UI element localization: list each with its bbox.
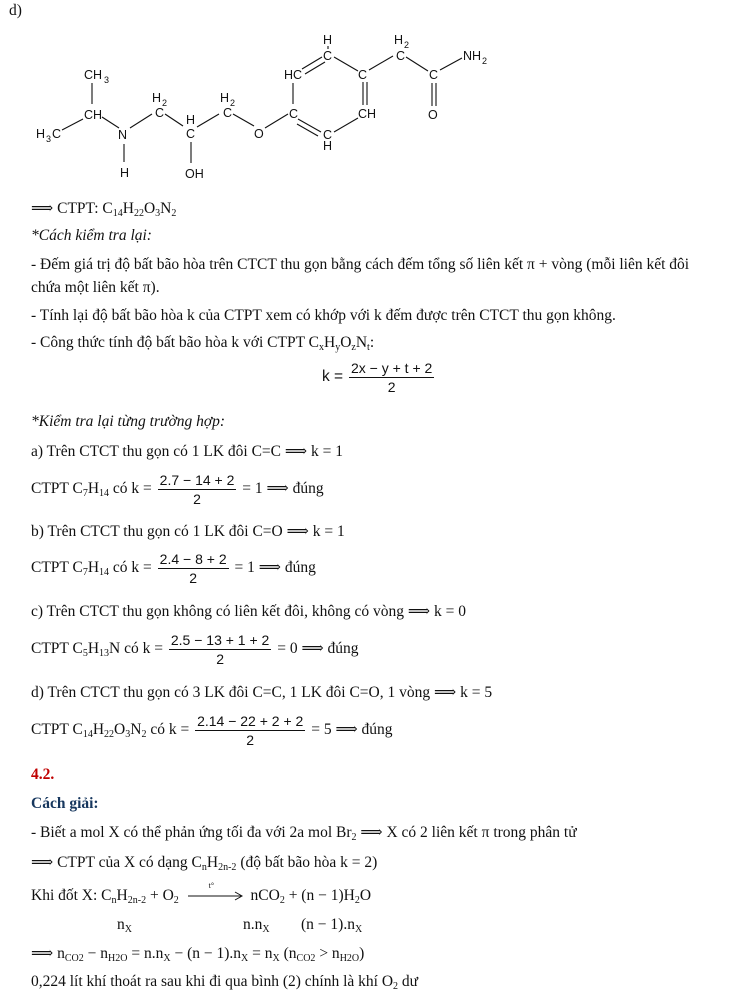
text: H xyxy=(116,887,128,904)
mol-nh2-sub: 2 xyxy=(482,56,488,66)
mol-ch3-top: CH xyxy=(84,68,103,82)
sub: 2 xyxy=(351,832,357,843)
mol-h3c-sub: 3 xyxy=(46,134,52,144)
text: (độ bất bão hòa k = 2) xyxy=(236,854,378,871)
mol-h-under-n: H xyxy=(120,166,130,180)
text: O xyxy=(114,721,126,739)
sub: 13 xyxy=(99,648,110,660)
bullet-3 xyxy=(31,334,374,353)
case-a-ctpt xyxy=(31,472,324,507)
bond-amide-n xyxy=(440,58,462,70)
sub: CO2 xyxy=(296,953,316,964)
mol-ch2-3-c: C xyxy=(396,49,406,63)
sub: n xyxy=(201,862,207,873)
text: = n xyxy=(248,945,273,962)
mol-ring-ch: CH xyxy=(358,107,377,121)
text: O xyxy=(340,334,352,351)
bond-h3c-ch xyxy=(62,119,83,130)
mol-nh2: NH xyxy=(463,49,482,63)
arrow-icon xyxy=(187,889,243,903)
text: CTPT C xyxy=(31,559,83,577)
mol-oh: OH xyxy=(185,167,204,181)
reaction-arrow xyxy=(187,881,243,903)
result: = 1 ⟹ đúng xyxy=(242,480,324,498)
text: Khi đốt X: C xyxy=(31,887,112,904)
text: N xyxy=(130,721,142,739)
atom: H xyxy=(122,200,134,217)
text: = n.n xyxy=(127,945,164,962)
text: CTPT C xyxy=(31,480,83,498)
sub: 2 xyxy=(173,895,179,906)
text: H xyxy=(206,854,219,871)
text: O xyxy=(359,887,372,904)
mol-h3c-h: H xyxy=(36,127,46,141)
mole-h2o xyxy=(301,916,362,935)
bond-choh-ch2 xyxy=(197,114,219,127)
mol-ring-top-c: C xyxy=(323,49,333,63)
text: (n xyxy=(279,945,297,962)
mol-amide-c: C xyxy=(429,68,439,82)
sub: 2 xyxy=(279,895,285,906)
mol-ring-c-para: C xyxy=(358,68,368,82)
mole-co2 xyxy=(243,916,270,935)
text: + (n − 1)H xyxy=(284,887,355,904)
cach-kiem-tra-heading: *Cách kiểm tra lại: xyxy=(31,227,152,244)
sub: 3 xyxy=(155,208,161,219)
mol-ring-hc: HC xyxy=(284,68,303,82)
case-d-line: d) Trên CTCT thu gọn có 3 LK đôi C=C, 1 LK đôi C=O, 1 vòng ⟹ k = 5 xyxy=(31,684,493,701)
bond-ch2-choh xyxy=(165,114,183,126)
denominator: 2 xyxy=(387,379,396,395)
ctpt-prefix: CTPT: C xyxy=(57,200,113,217)
giai-line-5 xyxy=(31,944,364,964)
text: có k = xyxy=(109,559,152,577)
kiem-tra-tung-heading: *Kiểm tra lại từng trường hợp: xyxy=(31,413,226,430)
text: H xyxy=(92,721,105,739)
sub: 7 xyxy=(82,488,88,500)
bond-ring-ipso-bot xyxy=(298,119,321,132)
sub: H2O xyxy=(339,953,360,964)
formula-fraction xyxy=(349,360,434,395)
mol-n: N xyxy=(118,128,128,142)
bond-ring-ch2 xyxy=(369,56,393,70)
mol-ring-c-ipso: C xyxy=(289,107,299,121)
mol-ch2-3-sub: 2 xyxy=(404,40,410,50)
case-b-ctpt xyxy=(31,551,316,586)
bullet-2: - Tính lại độ bất bão hòa k của CTPT xem có khớp với k đếm được trên CTCT thu gọn không. xyxy=(31,307,616,324)
sub: 22 xyxy=(104,729,115,741)
mol-o-ether: O xyxy=(254,127,264,141)
numerator: 2.14 − 22 + 2 + 2 xyxy=(197,713,304,729)
numerator: 2x − y + t + 2 xyxy=(350,360,433,376)
sub: 2n-2 xyxy=(127,895,147,906)
bond-ch-n xyxy=(102,117,119,128)
formula-lhs: k = xyxy=(322,368,344,386)
sub: 3 xyxy=(125,729,131,741)
text: − n xyxy=(83,945,109,962)
sub: x xyxy=(318,342,324,353)
text: + O xyxy=(146,887,174,904)
sub: X xyxy=(272,953,280,964)
atom: N xyxy=(160,200,172,217)
sub: 2 xyxy=(354,895,360,906)
mol-ch: CH xyxy=(84,108,103,122)
text: − (n − 1).n xyxy=(170,945,242,962)
arrow-label: t° xyxy=(208,881,215,891)
part-d-label: d) xyxy=(9,2,22,19)
text: ⟹ CTPT của X có dạng C xyxy=(31,854,202,871)
sub: 7 xyxy=(82,567,88,579)
result: = 5 ⟹ đúng xyxy=(311,721,393,739)
sub: X xyxy=(354,924,363,935)
bond-ch2-o xyxy=(233,114,254,126)
text: ) xyxy=(359,945,365,962)
sub: t xyxy=(367,342,370,353)
sub: 2 xyxy=(171,208,177,219)
sub: 22 xyxy=(133,208,144,219)
text: H xyxy=(87,559,100,577)
sub: y xyxy=(335,342,341,353)
sub: n xyxy=(111,895,117,906)
denominator: 2 xyxy=(246,732,255,748)
mol-ch2-1-c: C xyxy=(155,106,165,120)
case-b-line: b) Trên CTCT thu gọn có 1 LK đôi C=O ⟹ k = 1 xyxy=(31,523,345,540)
text: CTPT C xyxy=(31,721,83,739)
implies-arrow: ⟹ xyxy=(31,200,54,217)
text: : xyxy=(369,334,375,351)
sub: H2O xyxy=(108,953,128,964)
denominator: 2 xyxy=(193,491,201,507)
text: H xyxy=(87,640,100,658)
sub: X xyxy=(124,924,132,935)
mol-choh-c: C xyxy=(186,127,196,141)
text: ⟹ n xyxy=(31,945,65,962)
giai-line-4-moles xyxy=(0,916,739,938)
cach-giai-heading: Cách giải: xyxy=(31,795,99,812)
case-a-fraction xyxy=(158,472,237,507)
text: CTPT C xyxy=(31,640,83,658)
case-a-line: a) Trên CTCT thu gọn có 1 LK đôi C=C ⟹ k = 1 xyxy=(31,443,343,460)
text: dư xyxy=(398,973,419,990)
mol-ch2-2-h: H xyxy=(220,91,230,105)
section-4-2: 4.2. xyxy=(31,766,55,783)
mol-ch3-sub: 3 xyxy=(104,75,110,85)
numerator: 2.5 − 13 + 1 + 2 xyxy=(170,632,270,648)
giai-line-1 xyxy=(31,823,577,843)
sub: z xyxy=(351,342,356,353)
text: (n − 1).n xyxy=(301,916,355,933)
bullet-1a: - Đếm giá trị độ bất bão hòa trên CTCT thu gọn bằng cách đếm tổng số liên kết π + vòng (mỗi liên kết đôi xyxy=(31,256,690,273)
formula-k xyxy=(322,360,436,395)
bond-ring-ch-bot xyxy=(334,118,358,132)
result: = 0 ⟹ đúng xyxy=(277,640,359,658)
ctpt-line xyxy=(31,199,176,219)
text: H xyxy=(323,334,336,351)
bond-ring-ipso-bot-double xyxy=(297,124,318,136)
text: n.n xyxy=(243,916,263,933)
giai-line-6 xyxy=(31,973,418,992)
mol-ch2-2-c: C xyxy=(223,106,233,120)
mol-ring-bot-h: H xyxy=(323,139,333,153)
text: N xyxy=(355,334,368,351)
mol-ch2-3-h: H xyxy=(394,33,404,47)
bullet-1b: chứa một liên kết π). xyxy=(31,279,160,296)
case-b-fraction xyxy=(158,551,229,586)
denominator: 2 xyxy=(216,651,224,667)
case-d-ctpt xyxy=(31,713,393,748)
denominator: 2 xyxy=(189,570,198,586)
mol-h3c-c: C xyxy=(52,127,62,141)
bond-ch2-amide xyxy=(406,57,428,71)
sub: X xyxy=(241,953,249,964)
sub: 2 xyxy=(393,981,399,992)
result: = 1 ⟹ đúng xyxy=(234,559,316,577)
sub: 14 xyxy=(82,729,93,741)
sub: 5 xyxy=(82,648,88,660)
sub: 14 xyxy=(112,208,123,219)
text: có k = xyxy=(146,721,190,739)
sub: 2 xyxy=(141,729,147,741)
case-c-fraction xyxy=(169,632,271,667)
sub: CO2 xyxy=(64,953,84,964)
text: > n xyxy=(315,945,340,962)
mol-ch2-2-sub: 2 xyxy=(230,98,236,108)
mol-amide-o: O xyxy=(428,108,438,122)
sub: X xyxy=(262,924,270,935)
case-c-ctpt xyxy=(31,632,359,667)
atom: O xyxy=(143,200,156,217)
bond-ring-top-para xyxy=(334,57,358,71)
mol-ch2-1-h: H xyxy=(152,91,162,105)
bond-ring-hc-top-double xyxy=(305,62,325,74)
giai-line-3-reaction xyxy=(31,881,372,906)
text: n xyxy=(117,916,125,933)
text: - Biết a mol X có thể phản ứng tối đa với 2a mol Br xyxy=(31,824,352,841)
structural-formula xyxy=(0,20,739,190)
sub: 14 xyxy=(99,567,110,579)
sub: 2n-2 xyxy=(218,862,237,873)
mol-ring-bot-c: C xyxy=(323,128,333,142)
text: - Công thức tính độ bất bão hòa k với CTPT C xyxy=(31,334,319,351)
bond-o-ring xyxy=(265,114,288,128)
numerator: 2.7 − 14 + 2 xyxy=(159,472,235,488)
text: N có k = xyxy=(109,640,163,658)
text: 0,224 lít khí thoát ra sau khi đi qua bình (2) chính là khí O xyxy=(31,973,394,990)
text: ⟹ X có 2 liên kết π trong phân tử xyxy=(356,824,577,841)
numerator: 2.4 − 8 + 2 xyxy=(159,551,227,567)
mol-ring-top-h: H xyxy=(323,33,333,47)
sub: 14 xyxy=(99,488,110,500)
giai-line-2 xyxy=(31,853,377,873)
text: H xyxy=(87,480,100,498)
sub: X xyxy=(163,953,171,964)
case-d-fraction xyxy=(195,713,305,748)
bond-n-ch2 xyxy=(130,114,152,128)
mol-ch2-1-sub: 2 xyxy=(162,98,168,108)
text: có k = xyxy=(109,480,152,498)
mol-choh-h: H xyxy=(186,113,196,127)
text: nCO xyxy=(250,887,280,904)
mole-x xyxy=(117,916,132,935)
bond-ring-hc-top xyxy=(302,57,322,69)
case-c-line: c) Trên CTCT thu gọn không có liên kết đôi, không có vòng ⟹ k = 0 xyxy=(31,603,466,620)
